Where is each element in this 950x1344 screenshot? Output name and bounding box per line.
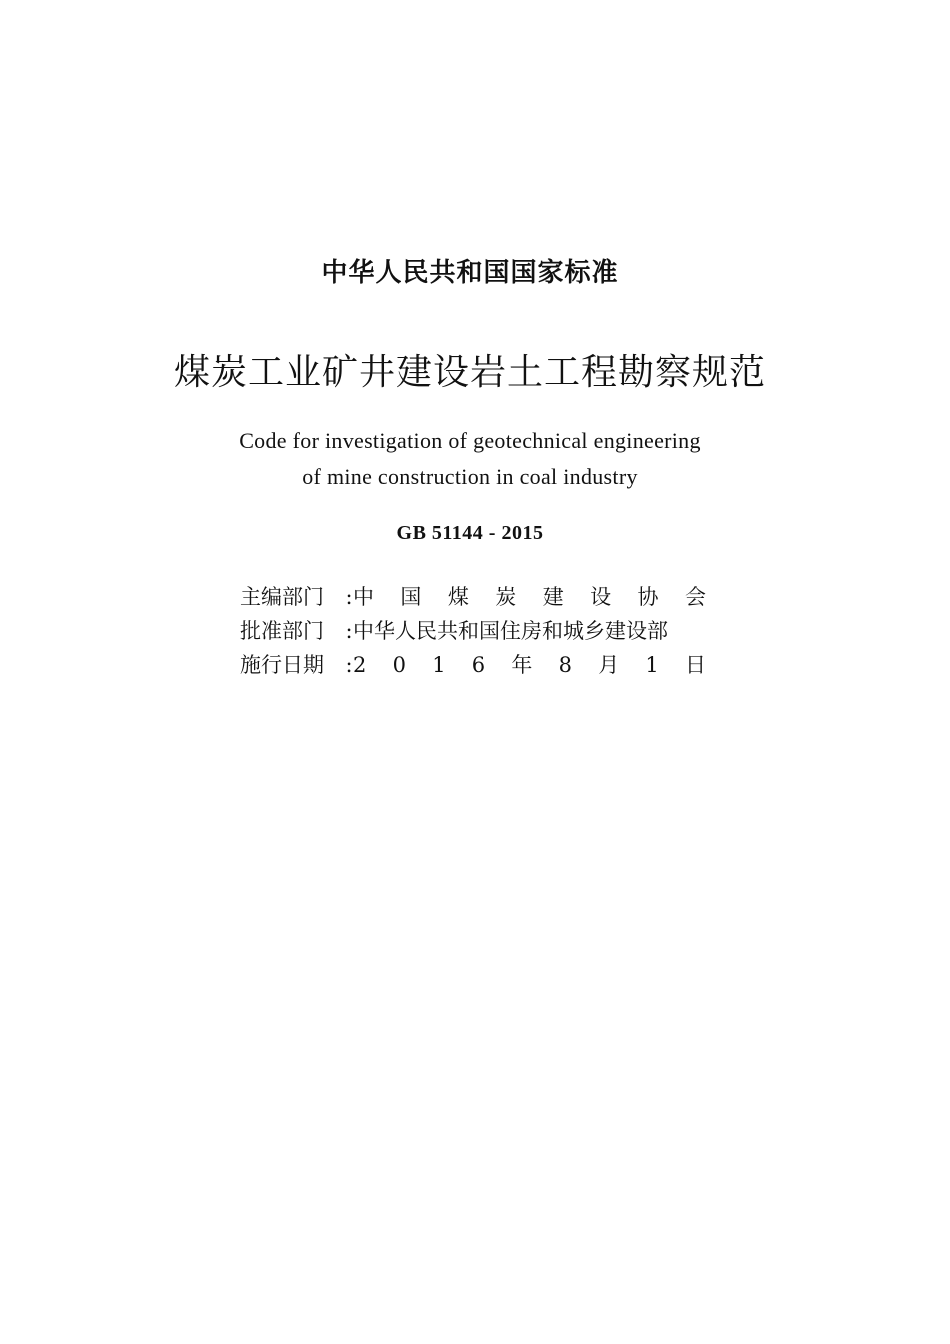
english-title-line-1: Code for investigation of geotechnical engineering <box>239 428 701 453</box>
approval-department-value: 中华人民共和国住房和城乡建设部 <box>353 619 668 643</box>
effective-date-value <box>353 648 710 682</box>
publication-info <box>240 580 710 682</box>
effective-date-char: 6 <box>471 653 486 677</box>
effective-date-char: 2 <box>353 653 367 677</box>
national-standard-heading: 中华人民共和国国家标准 <box>321 258 619 288</box>
effective-date-label: 施行日期 <box>240 653 324 677</box>
chief-department-char: 建 <box>542 585 564 609</box>
chief-department-char: 国 <box>400 585 422 609</box>
separator: : <box>345 653 353 677</box>
effective-date-char: 0 <box>392 653 406 677</box>
chief-department-label: 主编部门 <box>240 585 324 609</box>
effective-date-char: 8 <box>558 653 572 677</box>
separator: : <box>345 619 353 643</box>
chief-department-char: 会 <box>684 585 706 609</box>
chief-department-row <box>240 580 710 614</box>
effective-date-char: 月 <box>598 653 620 677</box>
approval-department-label: 批准部门 <box>240 619 324 643</box>
chief-department-char: 设 <box>590 585 612 609</box>
english-title-line-2: of mine construction in coal industry <box>302 464 638 489</box>
chief-department-char: 中 <box>353 585 374 609</box>
chief-department-char: 煤 <box>447 585 469 609</box>
effective-date-row <box>240 648 710 682</box>
english-title <box>0 423 940 495</box>
chief-department-char: 炭 <box>495 585 517 609</box>
chief-department-char: 协 <box>637 585 659 609</box>
chief-department-value <box>353 580 710 614</box>
effective-date-char: 年 <box>511 653 533 677</box>
effective-date-char: 1 <box>645 653 659 677</box>
chinese-title: 煤炭工业矿井建设岩土工程勘察规范 <box>173 352 766 393</box>
standard-number: GB 51144 - 2015 <box>396 522 544 544</box>
approval-department-row <box>240 614 710 648</box>
effective-date-char: 1 <box>432 653 446 677</box>
separator: : <box>345 585 353 609</box>
effective-date-char: 日 <box>685 653 706 677</box>
